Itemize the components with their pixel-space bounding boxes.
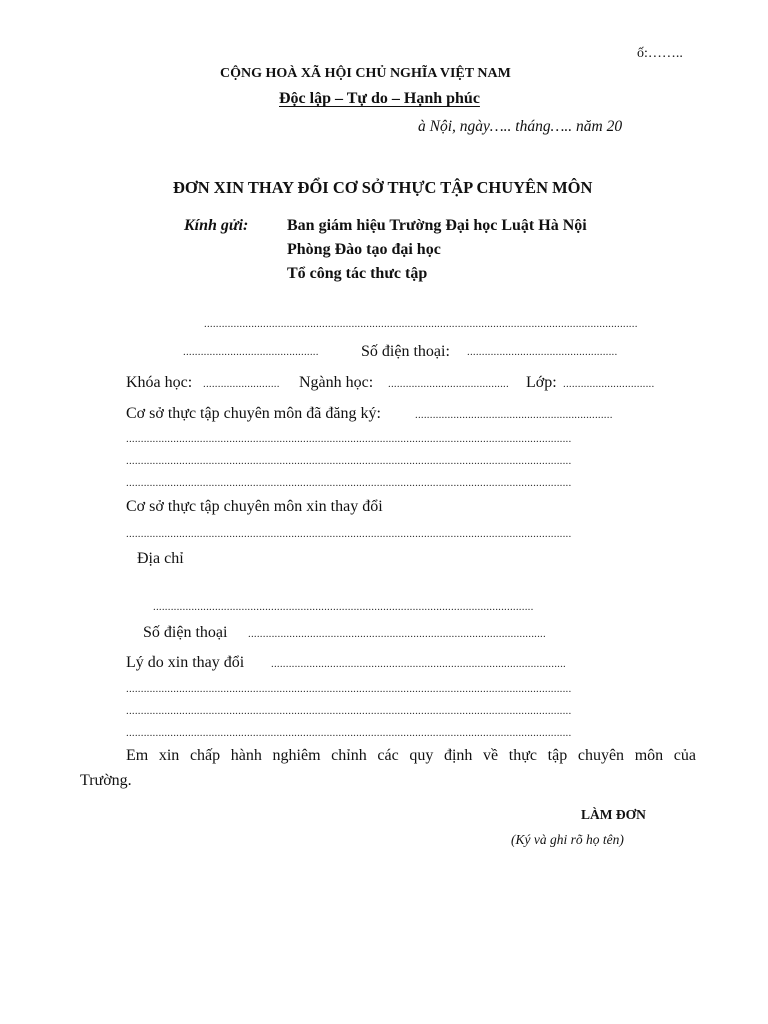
registered-facility-label: Cơ sở thực tập chuyên môn đã đăng ký: bbox=[126, 405, 381, 422]
course-field-dots[interactable]: .......................... bbox=[203, 378, 280, 390]
signature-note: (Ký và ghi rõ họ tên) bbox=[511, 832, 624, 847]
facility-phone-dots[interactable]: ..................................................................................................... bbox=[248, 628, 546, 640]
recipient-label: Kính gửi: bbox=[184, 217, 249, 234]
phone-label: Số điện thoại: bbox=[361, 343, 450, 360]
major-field-dots[interactable]: ......................................... bbox=[388, 378, 509, 390]
reason-field-dots[interactable]: .................................................................................................... bbox=[271, 658, 566, 670]
class-label: Lớp: bbox=[526, 374, 557, 391]
reason-dots-line-1[interactable]: ....................................................................................................................................................... bbox=[126, 683, 572, 695]
address-field-dots[interactable]: ................................................................................................................................. bbox=[153, 601, 534, 613]
reason-label: Lý do xin thay đổi bbox=[126, 654, 245, 671]
change-facility-dots[interactable]: ....................................................................................................................................................... bbox=[126, 528, 572, 540]
commitment-line-1: Em xin chấp hành nghiêm chỉnh các quy định về thực tập chuyên môn của bbox=[126, 747, 696, 764]
recipient-line-1: Ban giám hiệu Trường Đại học Luật Hà Nội bbox=[287, 217, 587, 234]
change-facility-label: Cơ sở thực tập chuyên môn xin thay đổi bbox=[126, 498, 383, 515]
course-label: Khóa học: bbox=[126, 374, 193, 391]
name-field-dots[interactable]: ................................................................................................................................................... bbox=[204, 318, 638, 330]
phone-field-dots[interactable]: ................................................... bbox=[467, 346, 618, 358]
reason-dots-line-3[interactable]: ....................................................................................................................................................... bbox=[126, 727, 572, 739]
registered-dots-line-1[interactable]: ....................................................................................................................................................... bbox=[126, 433, 572, 445]
signature-title: LÀM ĐƠN bbox=[581, 807, 646, 822]
registered-facility-dots[interactable]: ................................................................... bbox=[415, 409, 613, 421]
facility-phone-label: Số điện thoại bbox=[143, 624, 228, 641]
registered-dots-line-3[interactable]: ....................................................................................................................................................... bbox=[126, 477, 572, 489]
document-title: ĐƠN XIN THAY ĐỔI CƠ SỞ THỰC TẬP CHUYÊN MÔN bbox=[173, 178, 593, 197]
address-label: Địa chỉ bbox=[137, 550, 184, 567]
country-name: CỘNG HOÀ XÃ HỘI CHỦ NGHĨA VIỆT NAM bbox=[220, 66, 511, 81]
commitment-line-2: Trường. bbox=[80, 772, 132, 789]
recipient-line-2: Phòng Đào tạo đại học bbox=[287, 241, 441, 258]
info-field-dots[interactable]: .............................................. bbox=[183, 346, 319, 358]
so-number: ố:…….. bbox=[637, 46, 683, 61]
class-field-dots[interactable]: ............................... bbox=[563, 378, 655, 390]
date-line: à Nội, ngày….. tháng….. năm 20 bbox=[418, 118, 623, 135]
major-label: Ngành học: bbox=[299, 374, 374, 391]
motto: Độc lập – Tự do – Hạnh phúc bbox=[279, 90, 480, 107]
reason-dots-line-2[interactable]: ....................................................................................................................................................... bbox=[126, 705, 572, 717]
registered-dots-line-2[interactable]: ....................................................................................................................................................... bbox=[126, 455, 572, 467]
recipient-line-3: Tổ công tác thưc tập bbox=[287, 265, 428, 282]
